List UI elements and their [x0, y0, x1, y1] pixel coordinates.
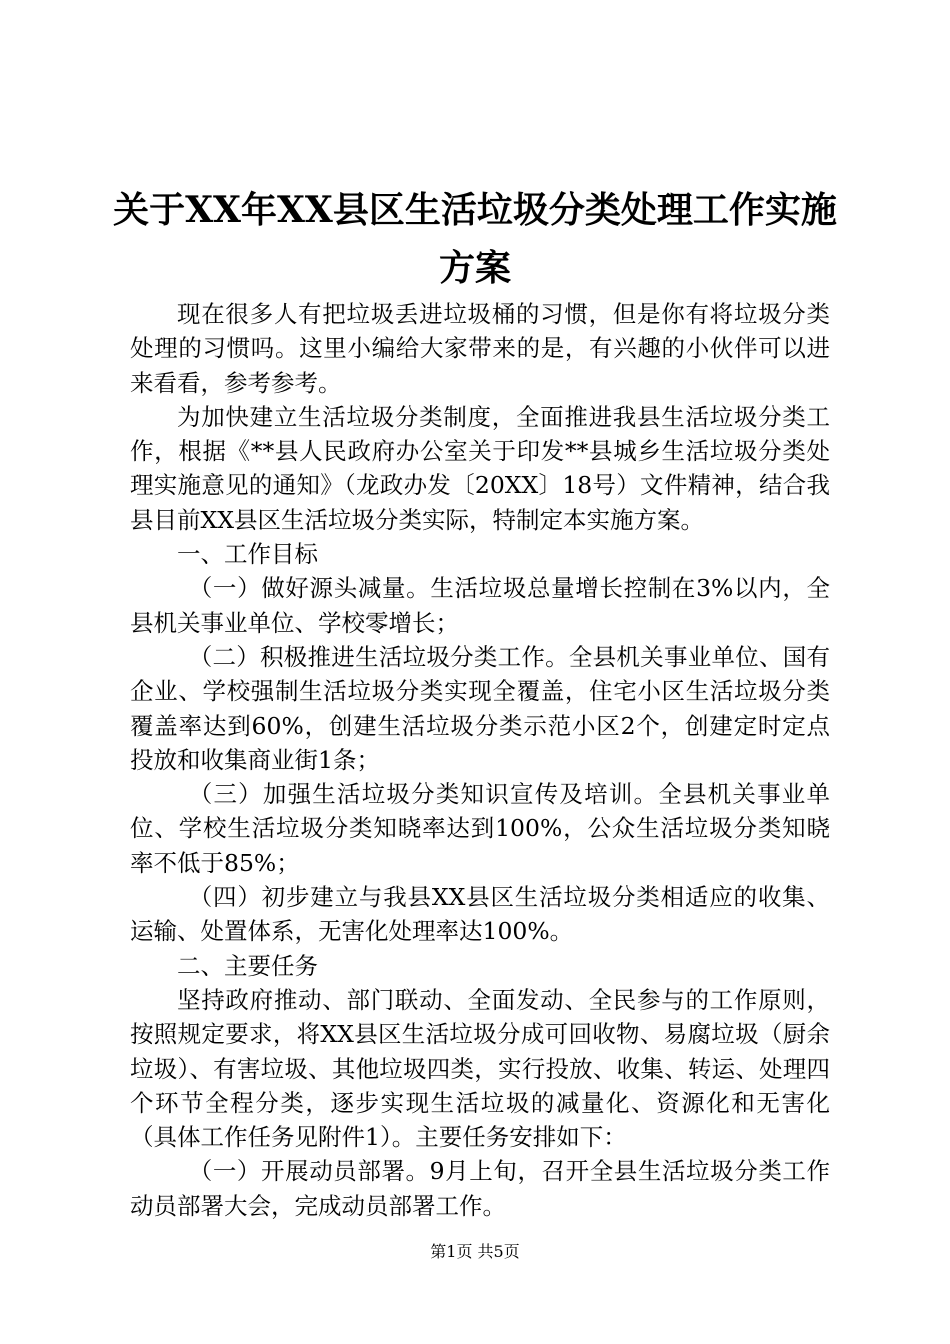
paragraph-tasks: 坚持政府推动、部门联动、全面发动、全民参与的工作原则，按照规定要求，将XX县区生活垃圾分成可回收物、易腐垃圾（厨余垃圾）、有害垃圾、其他垃圾四类，实行投放、收集、转运、处理四个环节全程分类，逐步实现生活垃圾的减量化、资源化和无害化（具体工作任务见附件1）。主要任务安排如下： [130, 985, 830, 1152]
goal-item-1: （一）做好源头减量。生活垃圾总量增长控制在3%以内，全县机关事业单位、学校零增长； [130, 574, 830, 637]
document-title-line2: 方案 [438, 247, 511, 289]
goal-item-2: （二）积极推进生活垃圾分类工作。全县机关事业单位、国有企业、学校强制生活垃圾分类实现全覆盖，住宅小区生活垃圾分类覆盖率达到60%，创建生活垃圾分类示范小区2个，创建定时定点投放和收集商业街1条； [130, 642, 830, 774]
document-body [130, 297, 830, 1223]
paragraph-intro: 现在很多人有把垃圾丢进垃圾桶的习惯，但是你有将垃圾分类处理的习惯吗。这里小编给大家带来的是，有兴趣的小伙伴可以进来看看，参考参考。 [130, 300, 830, 397]
goal-item-4: （四）初步建立与我县XX县区生活垃圾分类相适应的收集、运输、处置体系，无害化处理率达100%。 [130, 883, 830, 946]
document-title-line1: 关于XX年XX县区生活垃圾分类处理工作实施 [113, 189, 837, 231]
section-heading-goals: 一、工作目标 [177, 540, 318, 569]
page-footer: 第1页 共5页 [430, 1242, 520, 1261]
paragraph-purpose: 为加快建立生活垃圾分类制度，全面推进我县生活垃圾分类工作，根据《**县人民政府办公室关于印发**县城乡生活垃圾分类处理实施意见的通知》（龙政办发〔20XX〕18号）文件精神，结合我县目前XX县区生活垃圾分类实际，特制定本实施方案。 [130, 402, 830, 534]
goal-item-3: （三）加强生活垃圾分类知识宣传及培训。全县机关事业单位、学校生活垃圾分类知晓率达到100%，公众生活垃圾分类知晓率不低于85%； [130, 780, 830, 877]
task-item-1: （一）开展动员部署。9月上旬，召开全县生活垃圾分类工作动员部署大会，完成动员部署工作。 [130, 1157, 830, 1220]
section-heading-tasks: 二、主要任务 [177, 951, 318, 980]
